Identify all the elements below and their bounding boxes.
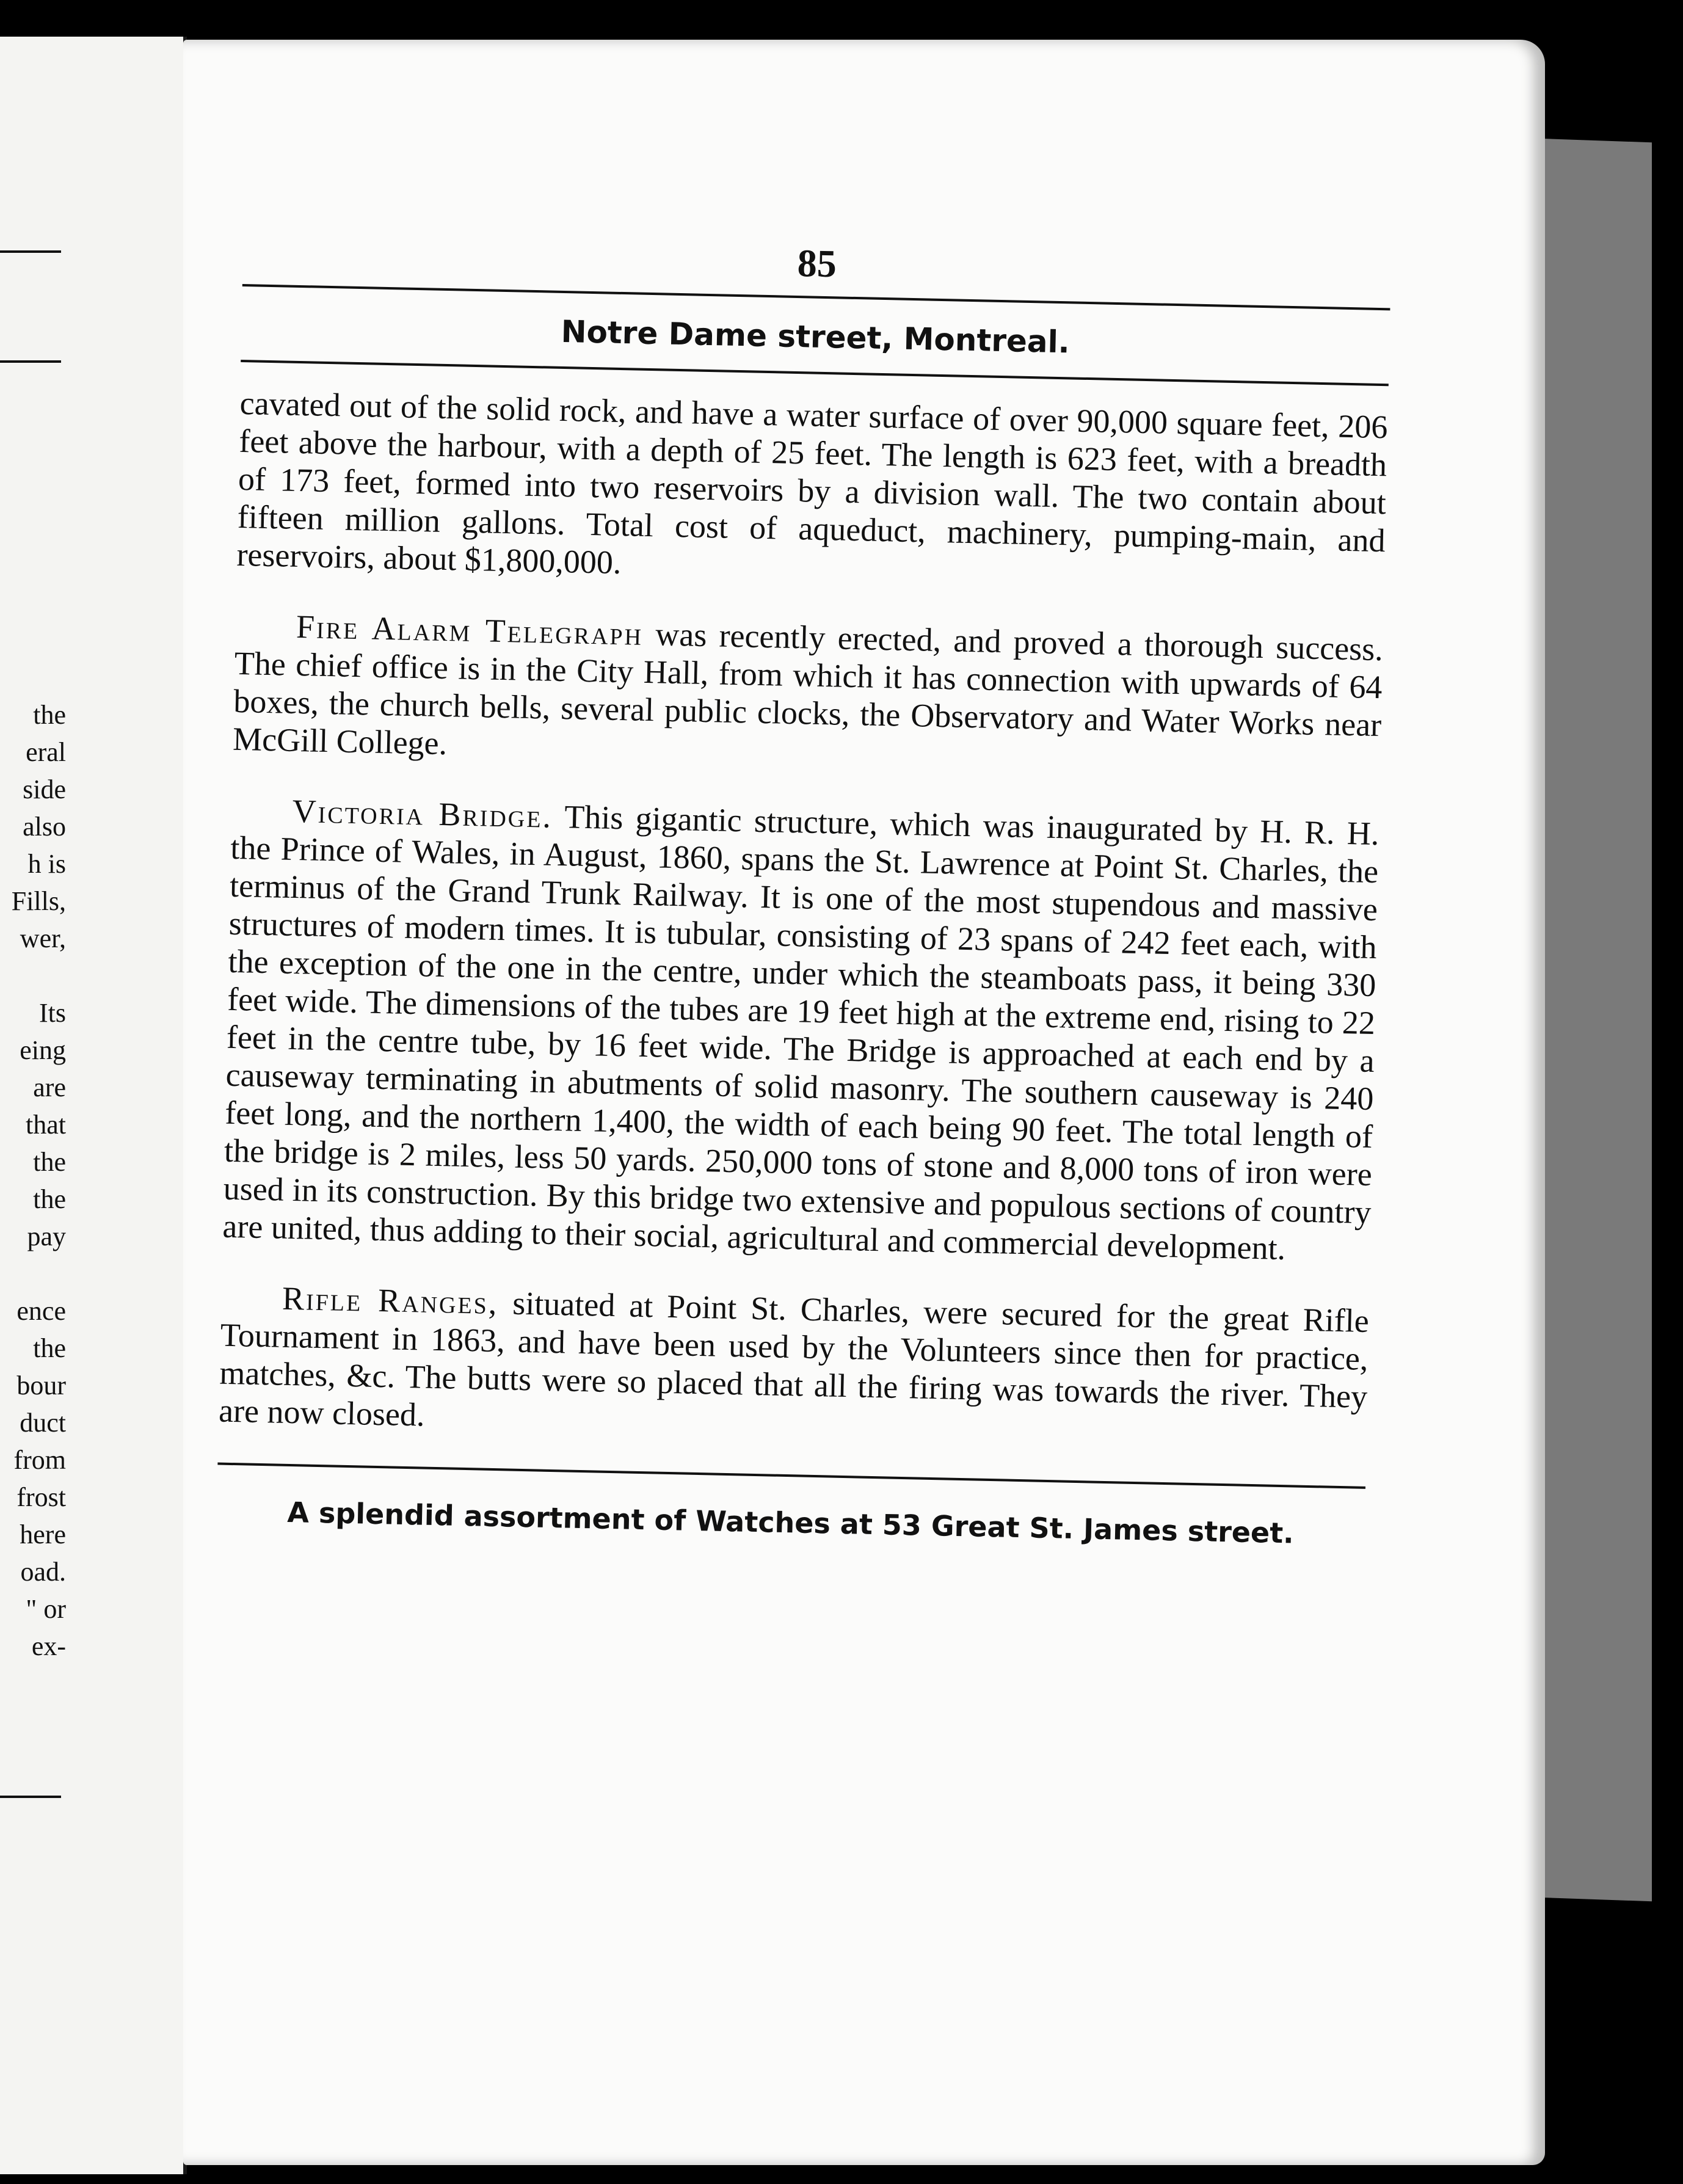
left-page-fragment: here [20,1520,66,1549]
left-page-fragment: the [33,1184,66,1214]
left-page-fragment: frost [16,1482,66,1512]
page-number: 85 [797,241,837,286]
paragraph [233,606,1384,782]
left-page-fragment: duct [20,1408,66,1438]
book-spine [1539,139,1652,1901]
left-page-fragment: " or [26,1594,66,1624]
left-page-fragment: are [33,1072,66,1102]
left-page-rule [0,1796,61,1798]
left-page-fragment: eral [26,737,66,767]
paragraph-lead: Victoria Bridge. [292,792,553,835]
left-page [0,37,187,2174]
paragraph-text: This gigantic structure, which was inaugurated by H. R. H. the Prince of Wales, in August, 1860, spans the St. Lawrence at Point St. Charles, the terminus of the Grand Trunk Railway. It is one of the most stupendous and massive structures of modern times. It is tubular, consisting of 23 spans of 242 feet each, with the exception of the one in the centre, under which the steamboats pass, it being 330 feet wide. The dimensions of the tubes are 19 feet high at the extreme end, rising to 22 feet in the centre tube, by 16 feet wide. The Bridge is approached at each end by a causeway terminating in abutments of solid masonry. The southern causeway is 240 feet long, and the northern 1,400, the width of each being 90 feet. The total length of the bridge is 2 miles, less 50 yards. 250,000 tons of stone and 8,000 tons of iron were used in its construction. By this bridge two extensive and populous sections of country are united, thus adding to their social, agricultural and commercial development. [222,798,1380,1267]
left-page-fragment: ex- [31,1631,66,1661]
left-page-fragment: side [23,774,66,804]
left-page-fragment: eing [20,1035,66,1065]
paragraph-lead: Rifle Ranges, [282,1279,500,1322]
left-page-fragment: the [33,700,66,730]
left-page-fragment: the [33,1333,66,1363]
left-page-fragment: from [13,1445,66,1475]
left-page-fragment: wer, [20,923,66,953]
left-page-fragment: oad. [20,1557,66,1587]
left-page-fragment: also [23,812,66,842]
left-page-fragment: Its [39,998,66,1028]
left-page-rule [0,250,61,253]
left-page-fragment [0,1255,66,1292]
paragraph [219,1278,1370,1454]
paragraph-text: cavated out of the solid rock, and have a water surface of over 90,000 square feet, 206 feet above the harbour, with a depth of 25 feet. The length is 623 feet, with a breadth of 173 feet, formed into two reservoirs by a division wall. The two contain about fifteen million gallons. Total cost of aqueduct, machinery, pumping-main, and reservoirs, about $1,800,000. [236,384,1388,581]
paragraph [236,384,1388,597]
running-head: Notre Dame street, Montreal. [561,313,1071,360]
paragraph-text: was recently erected, and proved a thorough success. The chief office is in the City Hall, from which it has connection with upwards of 64 boxes, the church bells, several public clocks, the Observatory and Water Works near McGill College. [232,615,1384,762]
footer-advertisement: A splendid assortment of Watches at 53 Great St. James street. [286,1495,1295,1550]
left-page-fragment: pay [27,1221,66,1251]
left-page-text [0,696,66,1665]
left-page-fragment: h is [27,849,66,879]
body-text [219,384,1388,1454]
paragraph-text: situated at Point St. Charles, were secured for the great Rifle Tournament in 1863, and have been used by the Volunteers since then for practice, matches, &c. The butts were so placed that all the firing was towards the river. They are now closed. [218,1284,1370,1433]
book-page [183,40,1545,2165]
left-page-fragment: bour [16,1370,66,1400]
paragraph [222,791,1379,1269]
left-page-fragment: that [26,1110,66,1140]
left-page-fragment: Fills, [11,886,66,916]
paragraph-lead: Fire Alarm Telegraph [296,608,644,652]
left-page-fragment: ence [16,1296,66,1326]
left-page-fragment [0,957,66,994]
left-page-rule [0,360,61,363]
left-page-fragment: the [33,1147,66,1177]
page-content [216,192,1392,1551]
